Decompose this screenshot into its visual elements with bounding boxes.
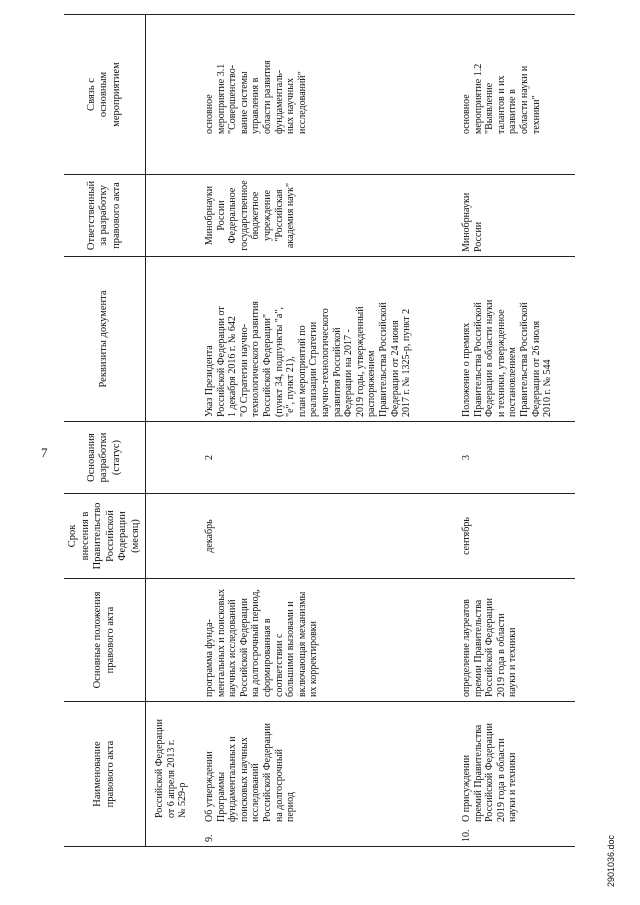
header-responsible: Ответственный за разработку правового акта [64, 175, 146, 257]
header-link: Связь с основным мероприятием [64, 15, 146, 175]
table-row [457, 15, 575, 847]
row-number: 9. [204, 834, 215, 842]
act-name: Об утверждении Программы фундаментальных и поисковых научных исследований Российской Федерации на долгосрочный период [204, 722, 297, 822]
provisions-cell: определение лауреатов премии Правительства Российской Федерации 2019 года в области науки и техники [457, 579, 575, 702]
continuation-text: Российской Федерации от 6 апреля 2013 г. № 529-р [146, 702, 205, 847]
act-name: О присуждении премий Правительства Российской Федерации 2019 года в области науки и техники [461, 722, 519, 822]
basis-cell: 2 [204, 422, 457, 494]
responsible-cell: Минобрнауки России Федеральное государственное бюджетное учреждение "Российская академия наук" [204, 175, 457, 257]
table-row [204, 15, 457, 847]
table-header-row [64, 15, 146, 847]
link-cell: основное мероприятие 1.2 "Выявление талантов и их развитие в области науки и техники" [457, 15, 575, 175]
legal-acts-table [64, 14, 575, 847]
header-requisites: Реквизиты документа [64, 257, 146, 422]
basis-cell: 3 [457, 422, 575, 494]
act-name-cell [204, 702, 457, 847]
deadline-cell: сентябрь [457, 494, 575, 579]
responsible-cell: Минобрнауки России [457, 175, 575, 257]
continuation-row [146, 15, 205, 847]
header-provisions: Основные положения правового акта [64, 579, 146, 702]
header-act-name: Наименование правового акта [64, 702, 146, 847]
deadline-cell: декабрь [204, 494, 457, 579]
document-file-id: 2901036.doc [606, 834, 616, 887]
row-number: 10. [461, 829, 472, 842]
page-number: 7 [41, 445, 48, 460]
act-name-cell [457, 702, 575, 847]
header-deadline: Срок внесения в Правительство Российской Федерации (месяц) [64, 494, 146, 579]
requisites-cell: Указ Президента Российской Федерации от 1 декабря 2016 г. № 642 "О Стратегии научно- технологического развития Российской Федерации" (пункт 34, подпункты "а", "е", пункт 21), план мероприятий по реализации Стратегии научно-технологического развития Российской Федерации на 2017 - 2019 годы, утвержденный распоряжением Правительства Российской Федерации от 24 июня 2017 г. № 1325-р, пункт 2 [204, 257, 457, 422]
requisites-cell: Положение о премиях Правительства Российской Федерации в области науки и техники, утвержденное постановлением Правительства Российской Федерации от 26 июля 2010 г. № 544 [457, 257, 575, 422]
link-cell: основное мероприятие 3.1 "Совершенство- вание системы управления в области развития фундаменталь- ных научных исследований" [204, 15, 457, 175]
provisions-cell: программа фунда- ментальных и поисковых научных исследований Российской Федерации на долгосрочный период, сформированная в соответствии с большими вызовами и включающая механизмы их корректировки [204, 579, 457, 702]
header-basis: Основания разработки (статус) [64, 422, 146, 494]
